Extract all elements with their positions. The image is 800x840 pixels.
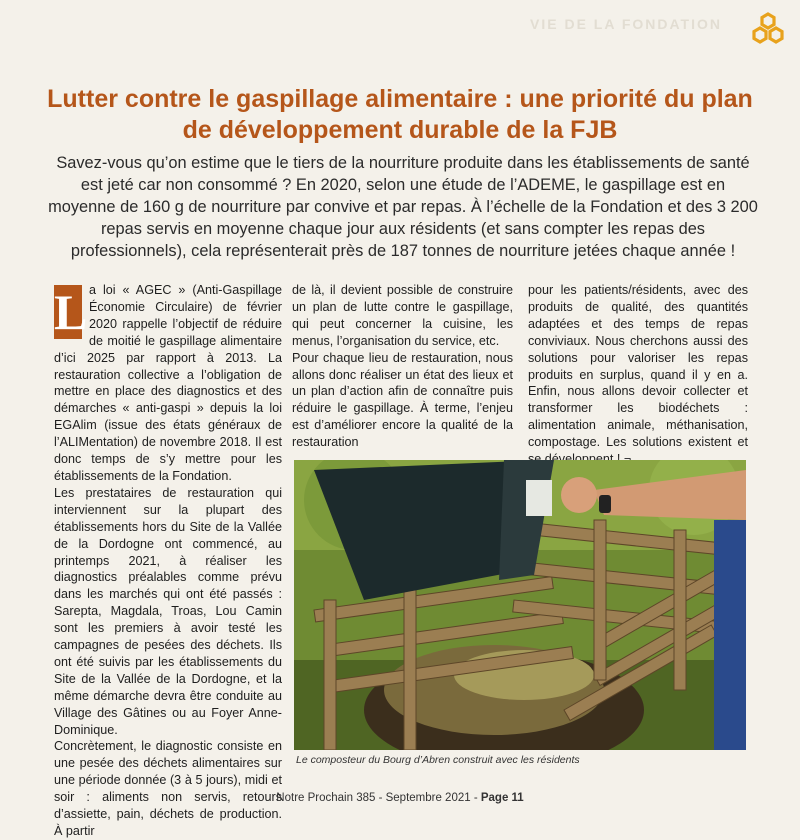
compost-photo: [294, 460, 746, 750]
page-footer: [0, 792, 800, 804]
paragraph: de là, il devient possible de construire un plan de lutte contre le gaspillage, qui peut concerner la cuisine, les menus, l’organisation du service, etc.: [292, 283, 513, 348]
article-title: Lutter contre le gaspillage alimentaire : une priorité du plan de développement durable de la FJB: [47, 85, 753, 144]
text-column-1: [54, 282, 282, 840]
paragraph: Concrètement, le diagnostic consiste en une pesée des déchets alimentaires sur une période donnée (3 à 5 jours), midi et soir : aliments non servis, retours d’assiette, pain, déchets de production. À partir: [54, 739, 282, 838]
article-intro: Savez-vous qu’on estime que le tiers de la nourriture produite dans les établissements de santé est jeté car non consommé ? En 2020, selon une étude de l’ADEME, le gaspillage est en moyenne de 160 g de nourriture par convive et par repas. À l’échelle de la Fondation et des 3 200 repas servis en moyenne chaque jour aux résidents (et sans compter les repas des professionnels), cela représenterait près de 187 tonnes de nourriture jetées chaque année !: [48, 154, 758, 260]
drop-cap: L: [54, 284, 88, 340]
text-column-3: [528, 282, 748, 468]
paragraph: pour les patients/résidents, avec des produits de qualité, des quantités adaptées et des temps de repas conviviaux. Nous cherchons aussi des solutions pour valoriser les repas produits en surplus, quand il y en a. Enfin, nous allons devoir collecter et transformer les biodéchets : alimentation animale, méthanisation, compostage. Les solutions existent et: [528, 283, 748, 450]
hexagon-cluster-logo: [750, 12, 786, 48]
compost-photo-illustration: [294, 460, 746, 750]
paragraph: Pour chaque lieu de restauration, nous allons donc réaliser un état des lieux et un plan d’action afin de connaître puis réduire le gaspillage. À terme, l’enjeu est d’améliorer encore la qualité de la restauration: [292, 350, 513, 450]
section-header-ghost: VIE DE LA FONDATION: [530, 16, 722, 32]
paragraph: Les prestataires de restauration qui interviennent sur la plupart des établissements hors du Site de la Vallée de la Dordogne ont commencé, au printemps 2021, à réaliser les diagnostics préalables comme prévu dans les marchés qui ont été passés : Sarepta, Magdala, Troas, Lou Camin sont les premiers à avoir testé les campagnes de pesées des déchets. Ils ont été suivis par les établissements du Site de la Vallée de la Dordogne, et la même démarche devra être conduite au Village des Gâtines ou au Foyer Anne-Dominique.: [54, 485, 282, 737]
footer-publication: Notre Prochain 385 - Septembre 2021 -: [276, 792, 481, 804]
photo-caption: Le composteur du Bourg d’Abren construit avec les résidents: [296, 754, 580, 766]
text-column-2: [292, 282, 513, 451]
footer-page-number: Page 11: [480, 792, 524, 804]
paragraph: a loi « AGEC » (Anti-Gaspillage Économie Circulaire) de février 2020 rappelle l’objectif de réduire de moitié le gaspillage alimentaire d’ici 2025 par rapport à 2013. La restauration collective a l’obligation de mettre en place des diagnostics et des démarches « anti-gaspi » depuis la loi EGAlim (issue des états généraux de l’ALIMentation) de novembre 2018. Il est donc temps de s’y mettre pour les établissements de la Fondation.: [54, 283, 282, 483]
